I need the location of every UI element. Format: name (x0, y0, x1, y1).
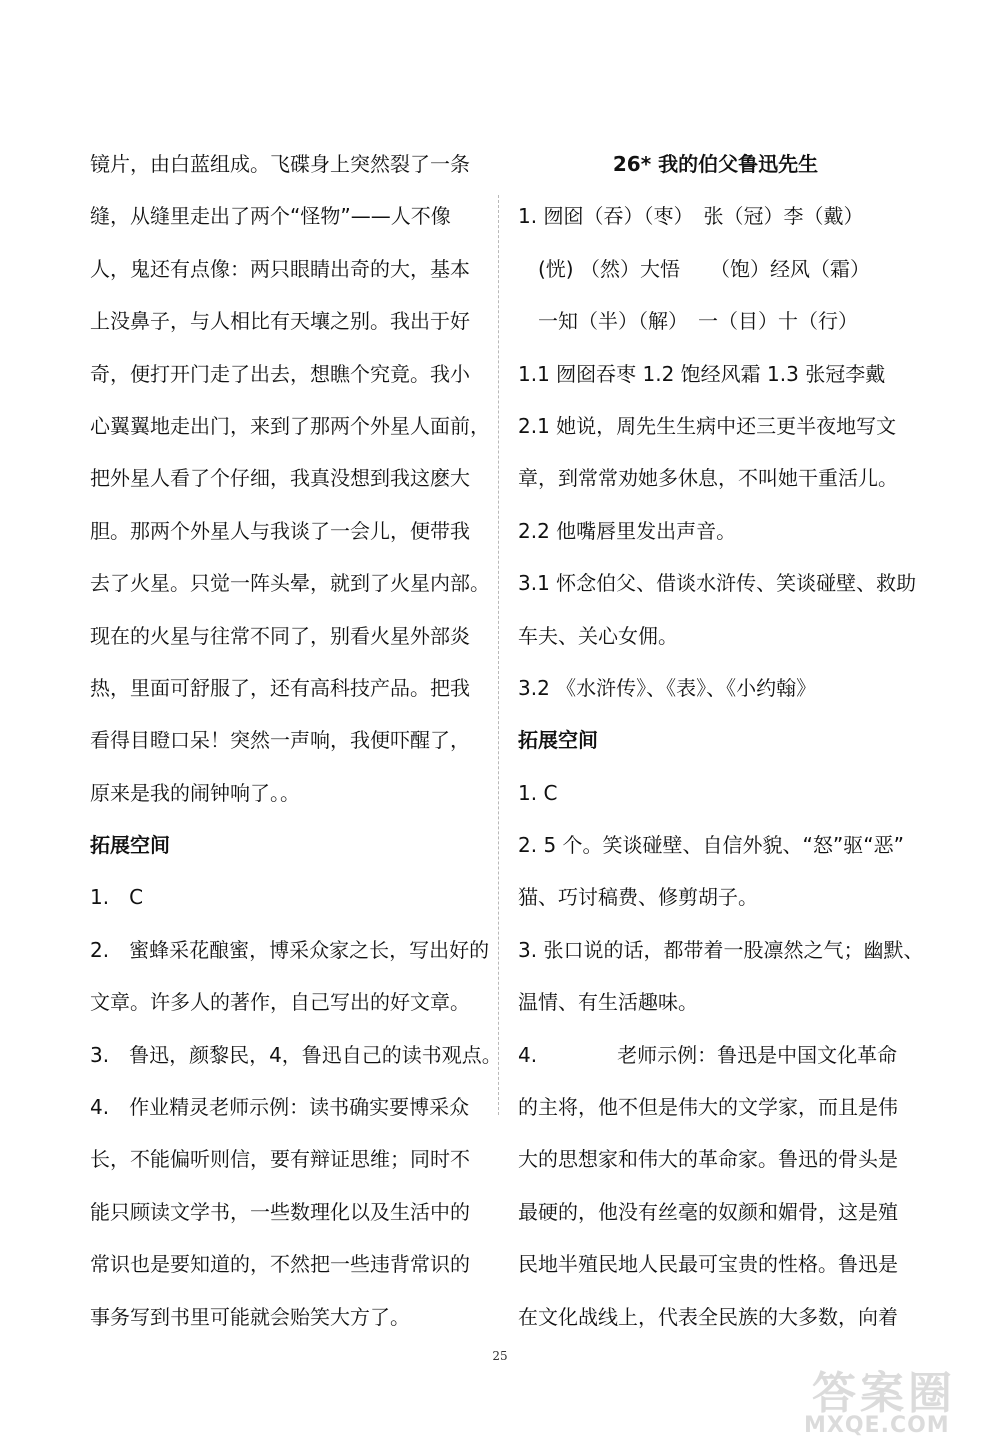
right-column (518, 138, 924, 1343)
text-line: 现在的火星与往常不同了，别看火星外部炎 (90, 623, 470, 648)
text-line: 能只顾读文学书，一些数理化以及生活中的 (90, 1199, 470, 1224)
text-line: 的主将，他不但是伟大的文学家，而且是伟 (518, 1095, 898, 1120)
text-line: 4. 作业精灵老师示例：读书确实要博采众 (90, 1095, 470, 1120)
text-line: 胆。那两个外星人与我谈了一会儿，便带我 (90, 518, 470, 543)
text-line: 热，里面可舒服了，还有高科技产品。把我 (90, 675, 470, 700)
text-line: 看得目瞪口呆！突然一声响，我便吓醒了， (90, 728, 470, 753)
text-line: 1. C (518, 780, 558, 805)
text-line: 1.1 囫囵吞枣 1.2 饱经风霜 1.3 张冠李戴 (518, 361, 886, 386)
left-column (90, 138, 502, 1343)
text-line: 2.2 他嘴唇里发出声音。 (518, 518, 737, 543)
text-line: 一知（半）（解） 一（目）十（行） (538, 309, 858, 334)
text-line: 3. 鲁迅，颜黎民，4，鲁迅自己的读书观点。 (90, 1042, 502, 1067)
text-line: 2.1 她说，周先生生病中还三更半夜地写文 (518, 413, 897, 438)
text-line: 3.1 怀念伯父、借谈水浒传、笑谈碰壁、救助 (518, 571, 917, 596)
text-line: 猫、巧讨稿费、修剪胡子。 (518, 885, 758, 910)
section-heading: 拓展空间 (90, 833, 170, 858)
text-line: 原来是我的闹钟响了。。 (90, 780, 300, 805)
text-line: 事务写到书里可能就会贻笑大方了。 (90, 1304, 410, 1329)
text-line: 镜片，由白蓝组成。飞碟身上突然裂了一条 (90, 152, 470, 176)
text-line: 1. C (90, 885, 144, 910)
watermark-text-bottom: MXQE.COM (804, 1413, 950, 1438)
text-line: 常识也是要知道的，不然把一些违背常识的 (90, 1252, 470, 1277)
text-line: 3.2 《水浒传》、《表》、《小约翰》 (518, 675, 817, 700)
text-line: 温情、有生活趣味。 (518, 990, 698, 1015)
page-number: 25 (492, 1349, 508, 1363)
section-heading: 拓展空间 (518, 728, 598, 753)
watermark-text-top: 答案圈 (812, 1368, 956, 1419)
lesson-title: 26* 我的伯父鲁迅先生 (612, 152, 819, 176)
text-line: 2. 蜜蜂采花酿蜜，博采众家之长，写出好的 (90, 937, 490, 962)
text-line: 民地半殖民地人民最可宝贵的性格。鲁迅是 (518, 1252, 898, 1277)
text-line: 长，不能偏听则信，要有辩证思维；同时不 (90, 1147, 470, 1172)
text-line: 上没鼻子，与人相比有天壤之别。我出于好 (90, 309, 470, 334)
text-line: 奇，便打开门走了出去，想瞧个究竟。我小 (90, 361, 470, 386)
text-line: 文章。许多人的著作，自己写出的好文章。 (90, 990, 470, 1015)
watermark-logo (804, 1357, 994, 1437)
text-line: 最硬的，他没有丝毫的奴颜和媚骨，这是殖 (518, 1199, 898, 1224)
text-line: 人，鬼还有点像：两只眼睛出奇的大，基本 (90, 256, 470, 281)
column-divider (498, 195, 499, 1115)
text-line: 3. 张口说的话，都带着一股凛然之气；幽默、 (518, 937, 924, 962)
text-line: 车夫、关心女佣。 (518, 623, 678, 648)
text-line: 在文化战线上，代表全民族的大多数，向着 (518, 1304, 898, 1329)
text-line: 1. 囫囵（吞）（枣） 张（冠）李（戴） (518, 204, 864, 229)
text-line: (恍) （然）大悟 （饱）经风（霜） (538, 256, 870, 281)
text-line: 章，到常常劝她多休息，不叫她干重活儿。 (518, 466, 898, 491)
text-line: 2. 5 个。笑谈碰壁、自信外貌、“怒”驱“恶” (518, 833, 904, 858)
text-line: 4. 老师示例：鲁迅是中国文化革命 (518, 1042, 898, 1067)
text-line: 心翼翼地走出门，来到了那两个外星人面前， (90, 413, 490, 438)
text-line: 把外星人看了个仔细，我真没想到我这麽大 (90, 466, 470, 491)
text-line: 大的思想家和伟大的革命家。鲁迅的骨头是 (518, 1147, 898, 1172)
text-line: 去了火星。只觉一阵头晕，就到了火星内部。 (90, 571, 490, 596)
text-line: 缝，从缝里走出了两个“怪物”——人不像 (90, 204, 451, 229)
